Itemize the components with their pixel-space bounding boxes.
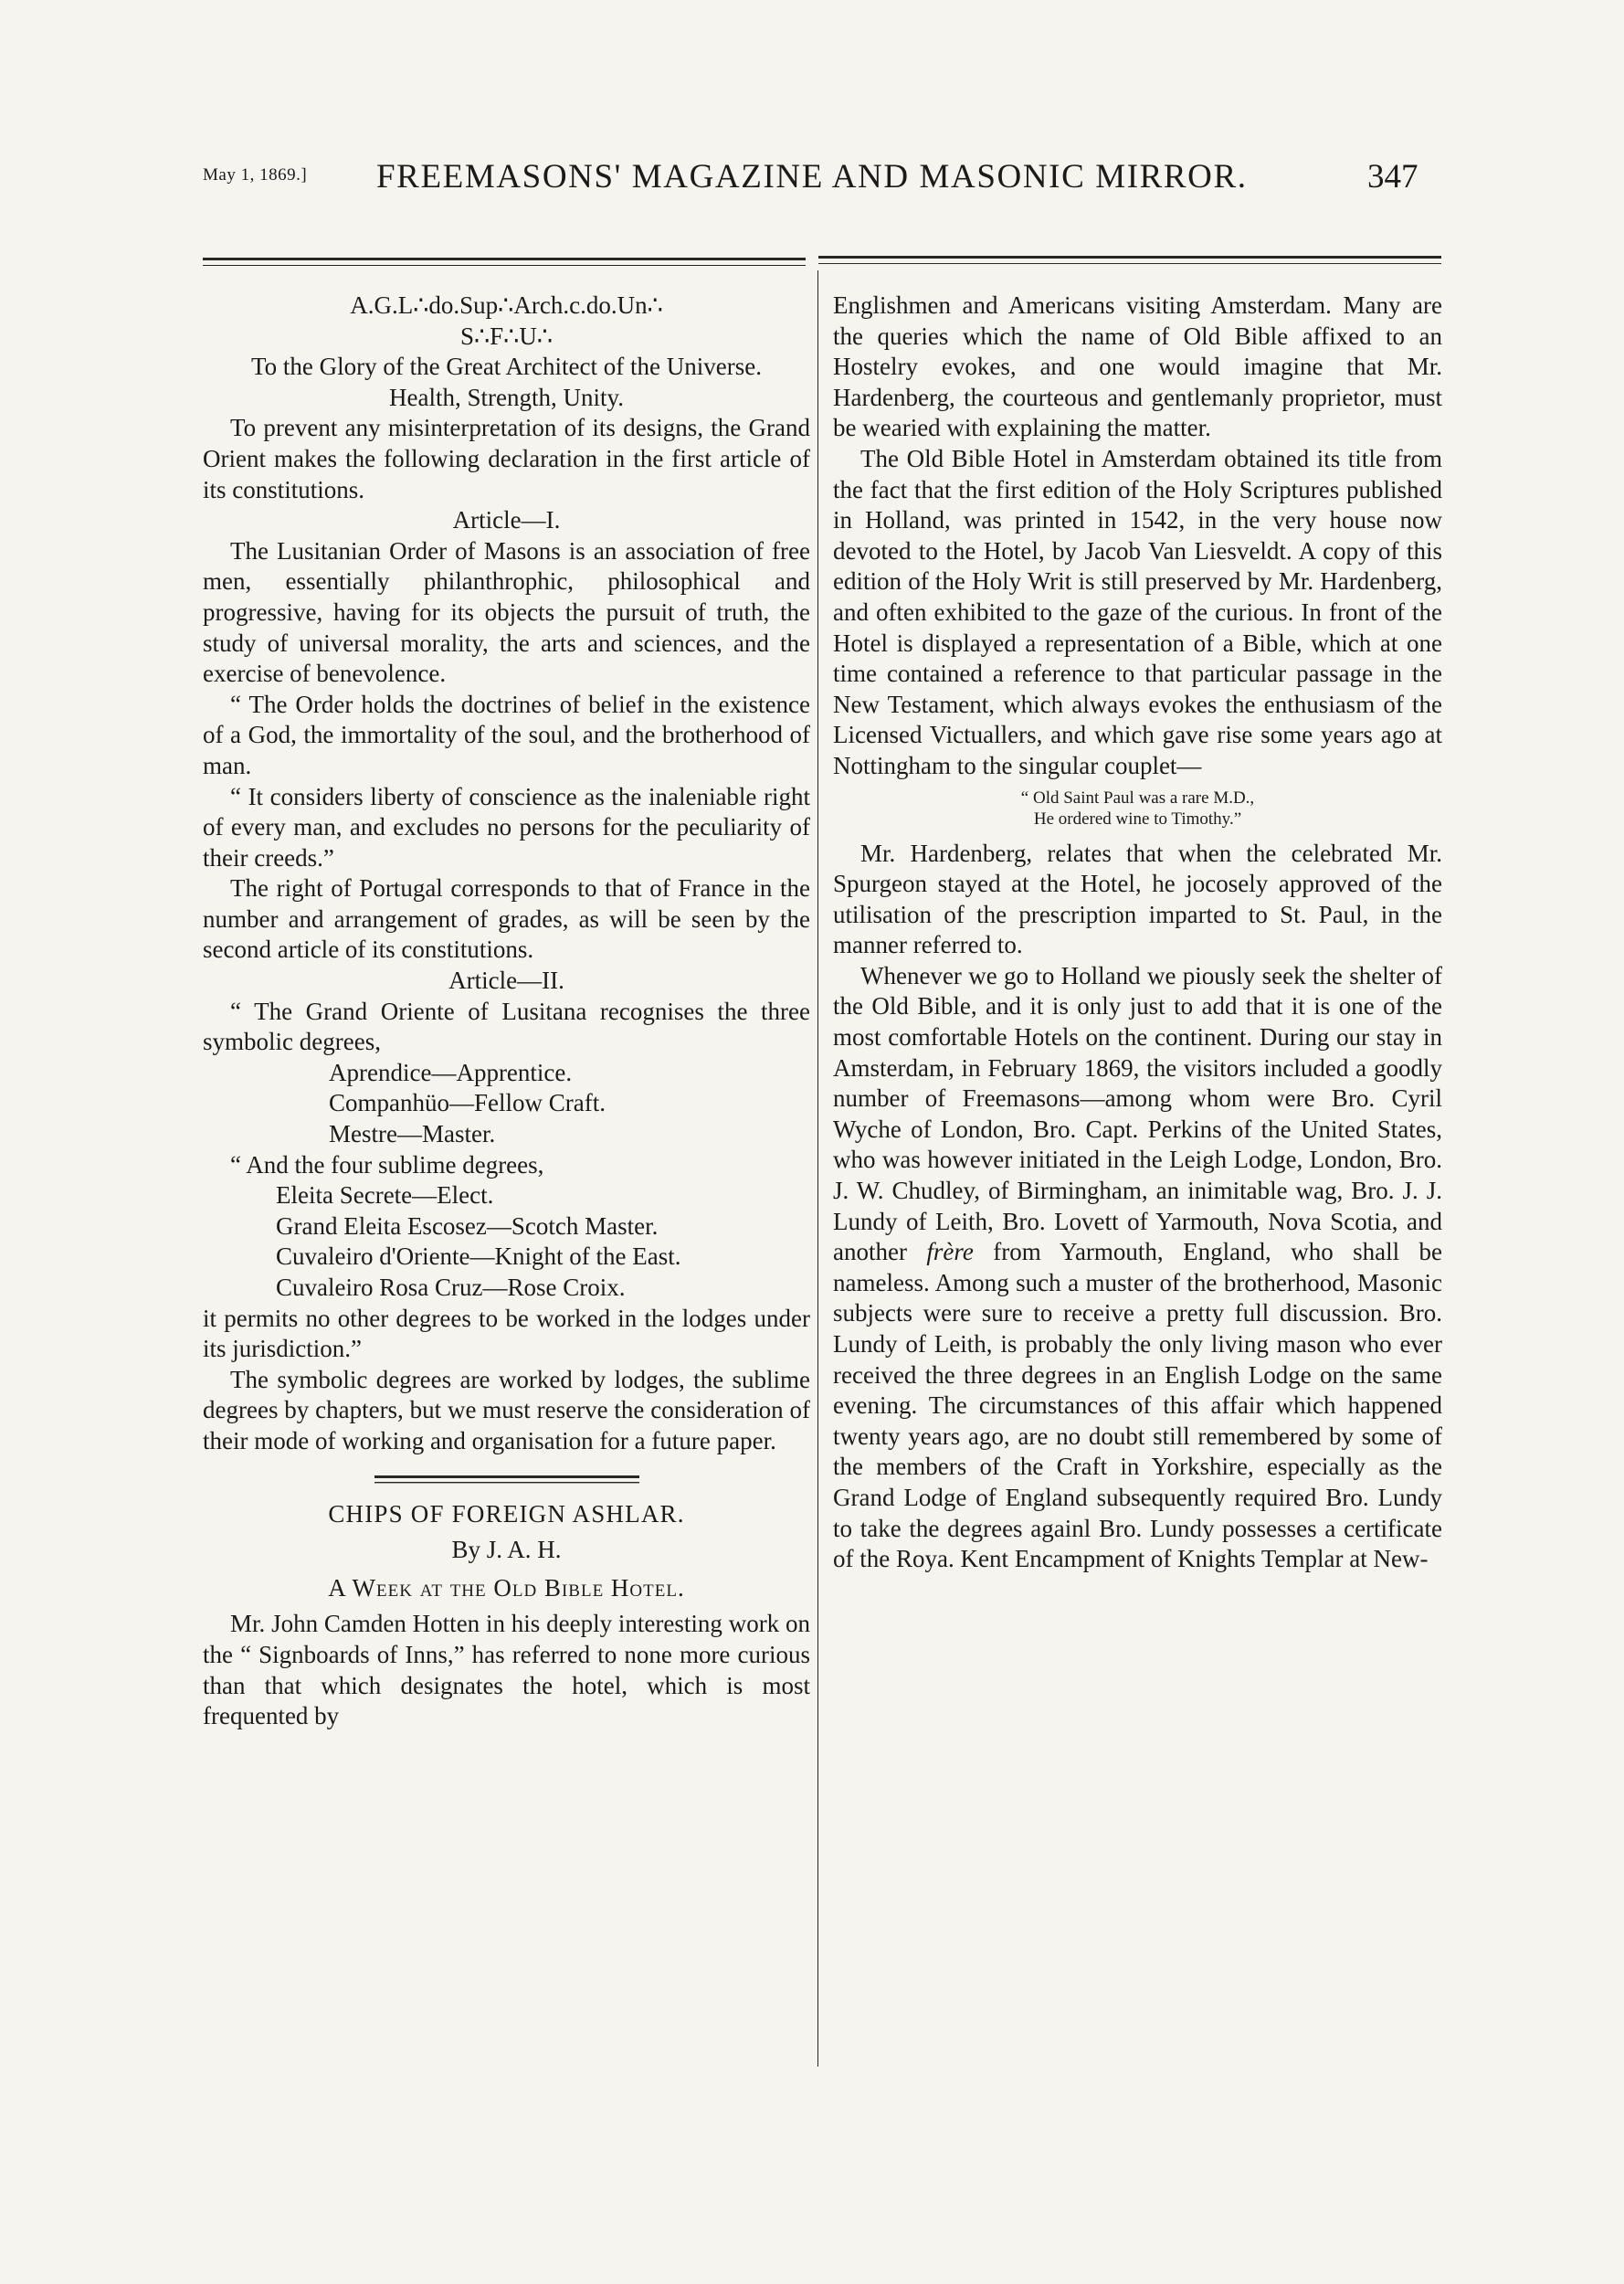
left-column [203, 291, 810, 1732]
paragraph-designs: To prevent any misinterpretation of its designs, the Grand Orient makes the following declaration in the first article of its constitutions. [203, 414, 810, 503]
column-divider [817, 270, 818, 2067]
article-2-heading: Article—II. [448, 967, 564, 995]
magazine-title: FREEMASONS' MAGAZINE AND MASONIC MIRROR. [376, 158, 1248, 196]
page-number: 347 [1367, 158, 1418, 196]
section-divider-ornament [374, 1474, 639, 1486]
paragraph-sublime-degrees: “ And the four sublime degrees, [230, 1150, 544, 1179]
right-column [833, 291, 1442, 1575]
sublime-degree-item: Cuvaleiro d'Oriente—Knight of the East. [276, 1242, 681, 1271]
paragraph-englishmen: Englishmen and Americans visiting Amsterdam. Many are the queries which the name of Old Bible affixed to an Hostelry evokes, and one would imagine that Mr. Hardenberg, the courteous and gentlemanly proprietor, must be wearied with explaining the matter. [833, 291, 1442, 442]
article-heading: CHIPS OF FOREIGN ASHLAR. [328, 1499, 685, 1528]
paragraph-old-bible-hotel: The Old Bible Hotel in Amsterdam obtained its title from the fact that the first edition of the Holy Scriptures published in Holland, was printed in 1542, in the very house now devoted to the Hotel, by Jacob Van Liesveldt. A copy of this edition of the Holy Writ is still preserved by Mr. Hardenberg, and often exhibited to the gaze of the curious. In front of the Hotel is displayed a representation of a Bible, which at one time contained a reference to that particular passage in the New Testament, which always evokes the enthusiasm of the Licensed Victuallers, and which gave rise some years ago at Nottingham to the singular couplet— [833, 444, 1442, 779]
article-byline: By J. A. H. [451, 1536, 562, 1564]
degree-item: Companhüo—Fellow Craft. [329, 1089, 606, 1117]
issue-date: May 1, 1869.] [203, 165, 308, 185]
header-rule-left-thin [203, 265, 806, 266]
invocation-line-4: Health, Strength, Unity. [389, 383, 624, 411]
sublime-degree-item: Eleita Secrete—Elect. [276, 1181, 494, 1210]
paragraph-liberty: “ It considers liberty of conscience as the inaleniable right of every man, and excludes no persons for the peculiarity of their creeds.” [203, 782, 810, 872]
article-1-heading: Article—I. [452, 506, 561, 534]
invocation-line-2: S∴F∴U∴ [459, 322, 554, 350]
paragraph-no-other-degrees: it permits no other degrees to be worked in the lodges under its jurisdiction.” [203, 1304, 810, 1363]
paragraph-spurgeon: Mr. Hardenberg, relates that when the celebrated Mr. Spurgeon stayed at the Hotel, he jocosely approved of the utilisation of the prescription imparted to St. Paul, in the manner referred to. [833, 839, 1442, 959]
paragraph-text: from Yarmouth, England, who shall be nameless. Among such a muster of the brotherhood, Masonic subjects were sure to receive a pretty full discussion. Bro. Lundy of Leith, is probably the only living mason who ever received the three degrees in an English Lodge on the same evening. The circumstances of this affair which happened twenty years ago, are no doubt still remembered by some of the members of the Craft in Yorkshire, especially as the Grand Lodge of England subsequently required Bro. Lundy to take the degrees againl Bro. Lundy possesses a certificate of the Roya. Kent Encampment of Knights Templar at New- [833, 1238, 1442, 1573]
paragraph-hotten-signboards: Mr. John Camden Hotten in his deeply interesting work on the “ Signboards of Inns,” has referred to none more curious than that which designates the hotel, which is most frequented by [203, 1610, 810, 1730]
sublime-degree-item: Grand Eleita Escosez—Scotch Master. [276, 1211, 659, 1240]
paragraph-doctrines: “ The Order holds the doctrines of belief in the existence of a God, the immortality of the soul, and the brotherhood of man. [203, 690, 810, 779]
paragraph-lusitanian-order: The Lusitanian Order of Masons is an association of free men, essentially philanthrophic, philosophical and progressive, having for its objects the pursuit of truth, the study of universal morality, the arts and sciences, and the exercise of benevolence. [203, 536, 810, 688]
paragraph-reserve-consideration: The symbolic degrees are worked by lodges, the sublime degrees by chapters, but we must reserve the consideration of their mode of working and organisation for a future paper. [203, 1365, 810, 1454]
invocation-line-3: To the Glory of the Great Architect of the Universe. [251, 353, 762, 381]
header-rule-left-thick [203, 258, 806, 260]
invocation-line-1: A.G.L∴do.Sup∴Arch.c.do.Un∴ [350, 291, 663, 319]
paragraph-text: Whenever we go to Holland we piously seek the shelter of the Old Bible, and it is only just to add that it is one of the most comfortable Hotels on the continent. During our stay in Amsterdam, in February 1869, the visitors included a goodly number of Freemasons—among whom were Bro. Cyril Wyche of London, Bro. Capt. Perkins of the United States, who was however initiated in the Leigh Lodge, London, Bro. J. W. Chudley, of Birmingham, an inimitable wag, Bro. J. J. Lundy of Leith, Bro. Lovett of Yarmouth, Nova Scotia, and another [833, 961, 1442, 1266]
italic-word: frère [926, 1238, 974, 1266]
paragraph-holland-visit [833, 961, 1442, 1575]
header-rule-right-thick [818, 256, 1441, 259]
sublime-degree-item: Cuvaleiro Rosa Cruz—Rose Croix. [276, 1274, 626, 1301]
header-rule-right-thin [818, 263, 1441, 264]
couplet-line-1: “ Old Saint Paul was a rare M.D., [1020, 788, 1255, 808]
degree-item: Mestre—Master. [329, 1120, 496, 1148]
paragraph-symbolic-degrees: “ The Grand Oriente of Lusitana recognises the three symbolic degrees, [203, 997, 810, 1056]
paragraph-portugal: The right of Portugal corresponds to that of France in the number and arrangement of grades, as will be seen by the second article of its constitutions. [203, 874, 810, 964]
couplet-line-2: He ordered wine to Timothy.” [1033, 809, 1242, 829]
degree-item: Aprendice—Apprentice. [329, 1058, 573, 1086]
article-subheading: A Week at the Old Bible Hotel. [328, 1573, 685, 1602]
